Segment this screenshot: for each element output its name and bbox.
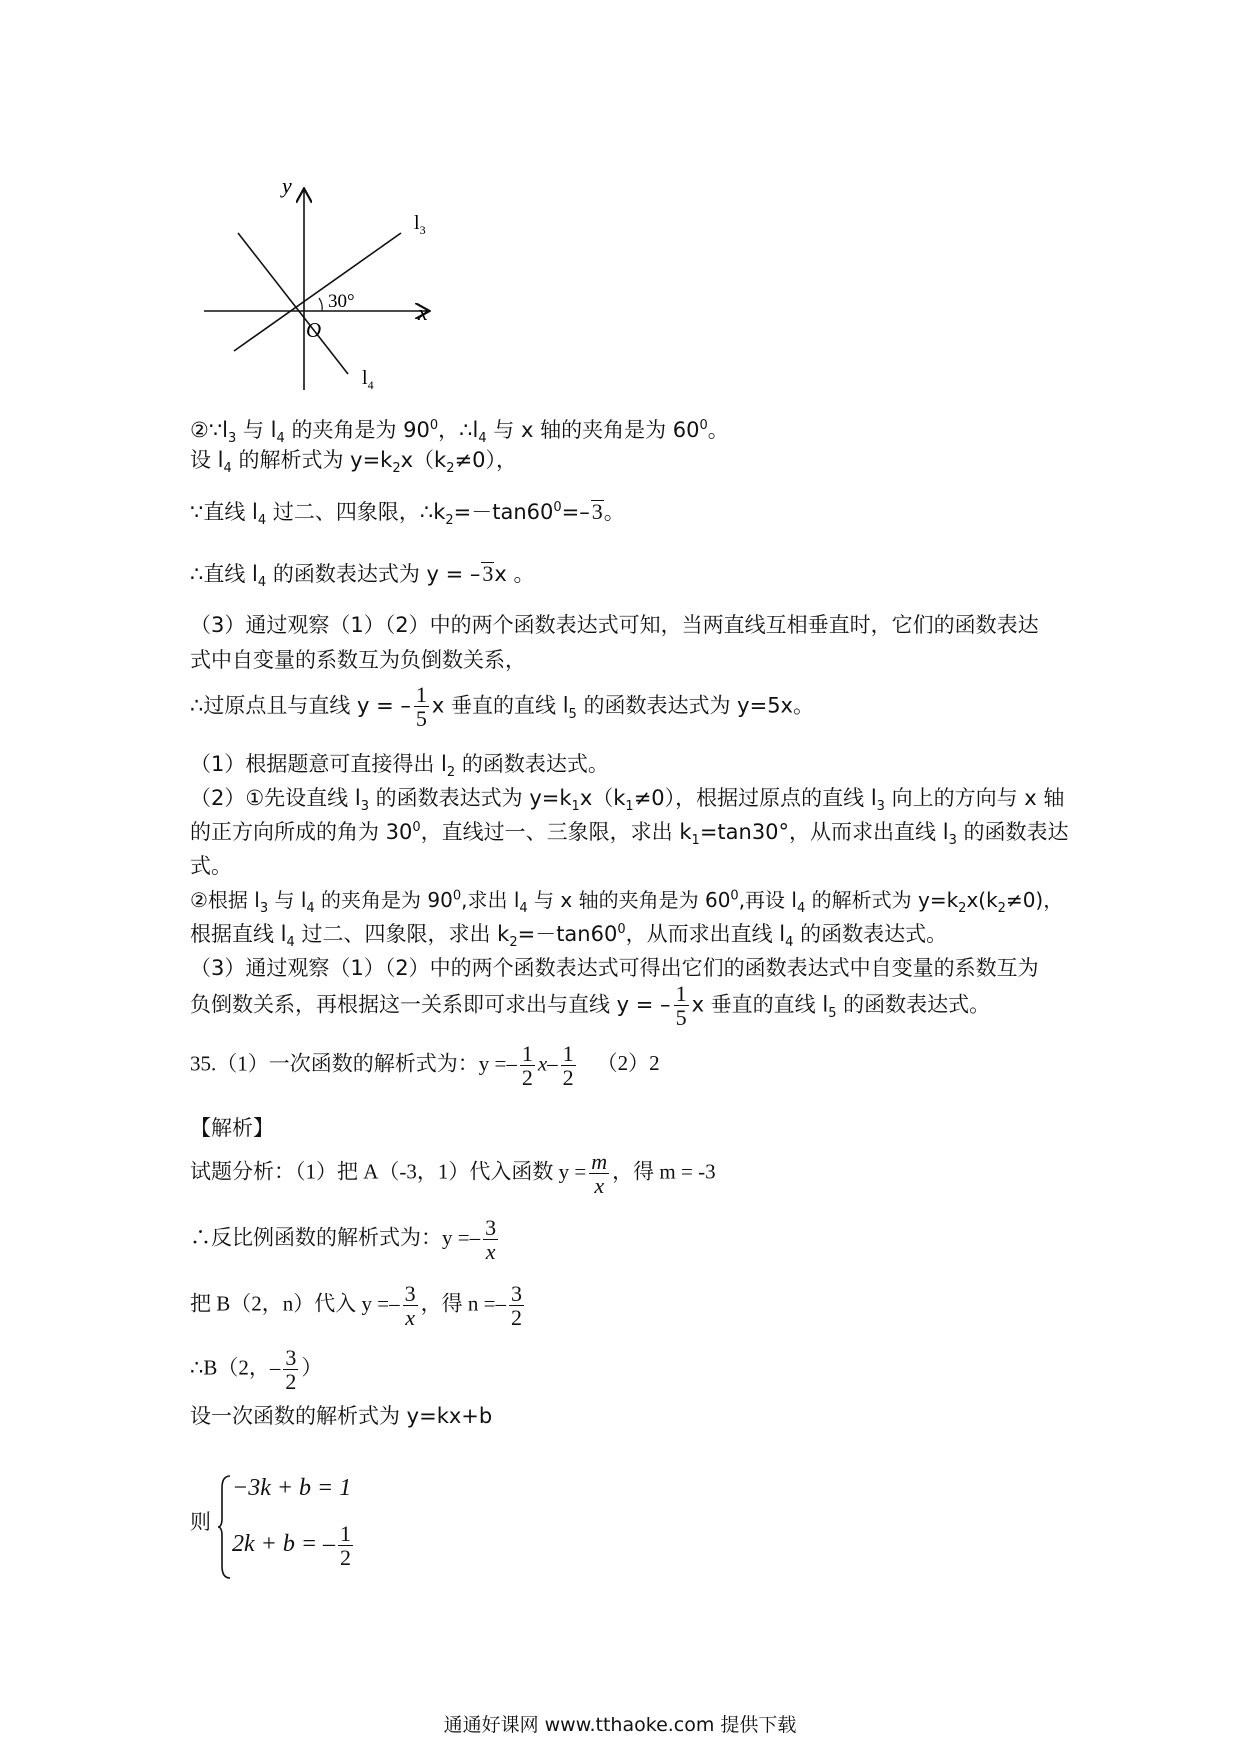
x-axis-label: x [418,300,428,325]
text-line-4: ∴直线 $l_4$ 的函数表达式为 y = –3x 。 [190,561,535,591]
fraction: $\frac{1}{2}$ [340,1521,352,1571]
fraction: $\frac{m}{x}$ [591,1149,608,1199]
analysis-heading: 【解析】 [190,1116,274,1140]
text-line-18: 试题分析：（1）把 A（-3，1）代入函数 y = $\frac{m}{x}$ ，得 m = -3 [190,1149,716,1199]
text-line-11: 式。 [190,854,232,878]
text-line-14: （3）通过观察（1）（2）中的两个函数表达式可得出它们的函数表达式中自变量的系数互为 [190,956,1039,980]
equation-2: 2k + b = – $\frac{1}{2}$ [232,1521,352,1571]
text-line-21: ∴B（2，– $\frac{3}{2}$ ） [190,1345,323,1395]
text-line-8: （1）根据题意可直接得出 $l_2$ 的函数表达式。 [190,752,609,781]
text-line-15: 负倒数关系，再根据这一关系即可求出与直线 y = – $\frac{1}{5}$ x 垂直的直线 $l_5$ 的函数表达式。 [190,981,991,1031]
text-line-1: $②\because l_3$ 与 $l_4$ 的夹角是为 $90^0$，$\therefore l_4$ 与 x 轴的夹角是为 $60^0$。 [190,418,729,447]
fraction: $\frac{3}{x}$ [485,1215,497,1265]
left-brace [218,1474,232,1580]
text-line-2: 设 $l_4$ 的解析式为 $y=k_2x(k_2\ne 0)$， [190,448,517,477]
text-line-5: （3）通过观察（1）（2）中的两个函数表达式可知，当两直线互相垂直时，它们的函数表达 [190,613,1039,637]
text-line-22: 设一次函数的解析式为 y=kx+b [190,1404,493,1428]
fraction: $\frac{3}{x}$ [404,1281,416,1331]
fraction: $\frac{1}{2}$ [562,1041,574,1091]
answer-35: 35.（1）一次函数的解析式为：y =– $\frac{1}{2}$ x– $\frac{1}{2}$ （2）2 [190,1041,660,1091]
text-line-19: ∴反比例函数的解析式为：y =– $\frac{3}{x}$ [190,1215,497,1265]
origin-label: O [306,318,322,342]
fraction: $\frac{1}{5}$ [675,981,687,1031]
fraction: $\frac{1}{5}$ [415,682,427,732]
text-line-3: ∵直线 $l_4$ 过二、四象限，$\therefore k_2=-\tan 60^0=-3$。 [190,499,625,529]
fraction: $\frac{3}{2}$ [285,1345,297,1395]
page-footer: 通通好课网 www.tthaoke.com 提供下载 [443,1714,797,1736]
y-axis-label: y [282,178,292,198]
fraction: $\frac{1}{2}$ [521,1041,533,1091]
angle-arc [319,298,322,311]
text-line-10: 的正方向所成的角为 $30^0$，直线过一、三象限，求出 $k_1=\tan 30^\circ$，从而求出直线 $l_3$ 的函数表达 [190,820,1069,849]
text-line-20: 把 B（2，n）代入 y =– $\frac{3}{x}$ ，得 n =– $\frac{3}{2}$ [190,1281,522,1331]
system-label: 则 [190,1510,211,1534]
sqrt-3: 3 [482,561,494,586]
text-line-9: （2）①先设直线 $l_3$ 的函数表达式为 $y=k_1x(k_1\ne 0)$，根据过原点的直线 $l_3$ 向上的方向与 x 轴 [190,786,1065,815]
text-line-7: ∴过原点且与直线 y = – $\frac{1}{5}$ x 垂直的直线 $l_5$ 的函数表达式为 y=5x。 [190,682,814,732]
text-line-6: 式中自变量的系数互为负倒数关系， [190,648,526,672]
text-line-12: ②根据 $l_3$ 与 $l_4$ 的夹角是为 $90^0$,求出 $l_4$ 与 x 轴的夹角是为 $60^0$,再设 $l_4$ 的解析式为 $y=k_2x(k_2\ne 0)$， [190,888,1064,916]
coordinate-diagram [196,178,446,408]
equation-1: −3k + b = 1 [232,1475,352,1501]
fraction: $\frac{3}{2}$ [510,1281,522,1331]
line-l3-label: $l_3$ [414,212,426,237]
line-l4-label: $l_4$ [362,367,374,392]
text-line-13: 根据直线 $l_4$ 过二、四象限，求出 $k_2=-\tan 60^0$，从而求出直线 $l_4$ 的函数表达式。 [190,922,948,951]
sqrt-3: 3 [591,499,603,524]
angle-label: 30° [328,291,355,312]
